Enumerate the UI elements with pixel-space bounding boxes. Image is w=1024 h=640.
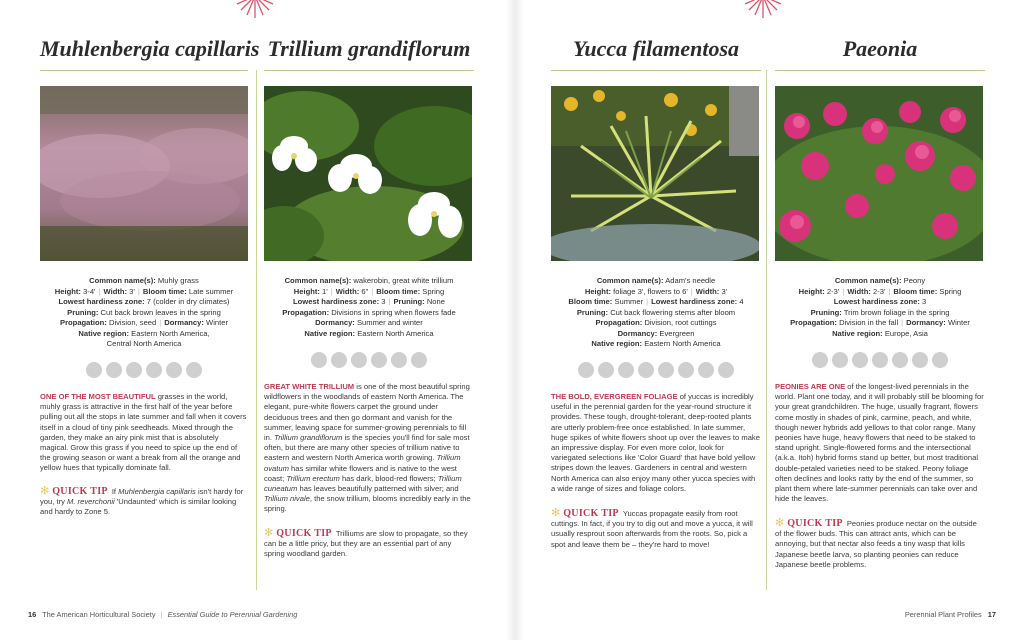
spec-label: Pruning: (393, 297, 425, 306)
spec-label: Lowest hardiness zone: (58, 297, 145, 306)
lead-in-text: PEONIES ARE ONE (775, 382, 846, 391)
spec-value: 2-3' (826, 286, 840, 296)
rating-dots (264, 352, 474, 368)
spec-label: Common name(s): (89, 276, 156, 285)
spec-separator: | (330, 286, 333, 296)
flower-ornament-icon (233, 0, 277, 20)
plant-description: GREAT WHITE TRILLIUM is one of the most beautiful spring wildflowers in the woodlands of eastern North America. The elegant, pure-white flowers carpet the ground under deciduous trees and then go dormant and vanish for the summer, leaving space for summer-growing perennials to fill in. Trillium grandiflorum is the species you'll find for sale most often, but there are many other species of trillium native to eastern and western North America worth growing. Trillium ovatum has similar white flowers and is native to the west coast; Trillium erectum has dark, blood-red flowers; Trillium cuneatum has leaves beautifully patterned with silver; and Trillium nivale, the snow trillium, blooms incredibly early in the spring. (264, 382, 471, 514)
spec-value: Adam's needle (665, 276, 716, 285)
footer-left (24, 610, 297, 619)
spec-line (40, 339, 248, 350)
plant-specs (775, 276, 985, 339)
plant-photo (40, 86, 248, 261)
spec-value: Summer and winter (356, 318, 423, 327)
spec-value: Late summer (188, 286, 234, 296)
spec-label: Width: (103, 286, 128, 296)
spec-label: Propagation: (595, 318, 643, 327)
page-number: 17 (987, 610, 996, 619)
spec-separator: | (137, 286, 140, 296)
spec-separator: | (159, 318, 162, 327)
italic-text: Trillium ovatum (264, 453, 461, 473)
plant-title: Trillium grandiflorum (267, 36, 471, 61)
spec-line (40, 329, 248, 340)
spec-value: Winter (947, 318, 970, 327)
plant-photo (775, 86, 983, 261)
flower-ornament-icon (741, 0, 785, 20)
spec-separator: | (901, 318, 904, 327)
rating-dot-icon (106, 362, 122, 378)
spec-separator: | (388, 297, 391, 306)
rating-dot-icon (638, 362, 654, 378)
spec-label: Native region: (78, 328, 129, 338)
spec-line (775, 329, 985, 340)
spec-label: Common name(s): (596, 276, 664, 285)
spec-label: Dormancy: (164, 318, 204, 327)
italic-text: Trillium nivale (264, 494, 310, 504)
footer-right (905, 610, 1000, 619)
quick-tip: ✻ QUICK TIP If Muhlenbergia capillaris isn't hardy for you, try M. reverchonii 'Undaunted' which is similar looking and hardy to Zone 5. (40, 485, 244, 517)
plant-title: Paeonia (842, 36, 918, 61)
spec-label: Propagation: (790, 318, 837, 327)
italic-text: M. reverchonii (67, 497, 115, 507)
spec-value: Cut back flowering stems after bloom (610, 307, 736, 317)
spec-value: 1' (322, 286, 328, 296)
spec-separator: | (842, 286, 845, 296)
spec-label: Lowest hardiness zone: (293, 297, 380, 306)
spec-label: Native region: (832, 328, 883, 338)
spec-value: 3 (381, 297, 386, 306)
spec-value: Divisions in spring when flowers fade (331, 307, 456, 317)
spec-separator: | (646, 297, 649, 306)
spec-value: Eastern North America (357, 328, 434, 338)
spec-line (40, 297, 248, 308)
spec-value: Eastern North America (644, 339, 721, 348)
spec-line (40, 287, 248, 298)
lead-in-text: GREAT WHITE TRILLIUM (264, 382, 355, 391)
italic-text: Trillium erectum (286, 473, 340, 483)
rating-dot-icon (578, 362, 594, 378)
spec-line (40, 276, 248, 287)
rating-dot-icon (391, 352, 407, 368)
spec-line (264, 297, 474, 308)
spec-label: Width: (695, 286, 720, 296)
spec-line (551, 318, 761, 329)
spec-value: Trim brown foliage in the spring (843, 307, 950, 317)
quick-tip-label: QUICK TIP (52, 486, 108, 497)
spec-line (551, 308, 761, 319)
spec-label: Bloom time: (142, 286, 187, 296)
quick-tip: ✻ QUICK TIP Trilliums are slow to propagate, so they can be a little pricy, but they are an essential part of any spring woodland garden. (264, 527, 468, 559)
rating-dot-icon (146, 362, 162, 378)
rating-dot-icon (852, 352, 868, 368)
rating-dots (775, 352, 985, 368)
spec-line (775, 308, 985, 319)
spec-label: Propagation: (282, 307, 330, 317)
spec-label: Pruning: (576, 307, 609, 317)
spec-label: Native region: (591, 339, 643, 348)
title-rule (551, 70, 761, 71)
spec-value: Cut back brown leaves in the spring (100, 307, 221, 317)
plant-description: ONE OF THE MOST BEAUTIFUL grasses in the world, muhly grass is attractive in the first half of the year before pulling out all the stops in late summer and fall when it covers itself in a cloud of tiny pink seedheads. Mixed through the garden, they make an airy pink mist that is absolutely magical. Grow this grass if you need to spice up the end of the growing season or want a break from all the orange and yellow hues that typically dominate fall. (40, 392, 247, 473)
spec-label: Bloom time: (893, 286, 938, 296)
rating-dot-icon (598, 362, 614, 378)
spec-label: Height: (798, 286, 825, 296)
spec-label: Lowest hardiness zone: (833, 297, 920, 306)
quick-tip: ✻ QUICK TIP Peonies produce nectar on the outside of the flower buds. This can attract ants, which can be annoying, but that nectar also feeds a tiny wasp that kills Japanese beetle larva, so planting peonies can reduce Japanese beetle problems. (775, 517, 977, 569)
rating-dot-icon (678, 362, 694, 378)
spec-line (551, 339, 761, 350)
spec-value: Winter (206, 318, 228, 327)
spec-label: Lowest hardiness zone: (651, 297, 738, 306)
spec-label: Height: (584, 286, 611, 296)
spec-line (264, 329, 474, 340)
spec-separator: | (371, 286, 374, 296)
spec-value: 2-3' (872, 286, 886, 296)
spec-line (775, 287, 985, 298)
spec-label: Bloom time: (376, 286, 421, 296)
spec-label: Pruning: (67, 307, 99, 317)
spec-label: Dormancy: (315, 318, 355, 327)
rating-dots (551, 362, 761, 378)
spec-value: 3-4' (83, 286, 96, 296)
spec-value: 7 (colder in dry climates) (146, 297, 230, 306)
rating-dot-icon (812, 352, 828, 368)
plant-title: Muhlenbergia capillaris (40, 36, 260, 61)
rating-dot-icon (718, 362, 734, 378)
lead-in-text: ONE OF THE MOST BEAUTIFUL (40, 392, 156, 401)
spec-value: 3' (721, 286, 728, 296)
rating-dot-icon (371, 352, 387, 368)
spec-value: Spring (422, 286, 445, 296)
spec-line (775, 318, 985, 329)
plant-photo (264, 86, 472, 261)
spec-value: 3 (921, 297, 927, 306)
spec-value: Division, root cuttings (644, 318, 717, 327)
spec-label: Height: (293, 286, 320, 296)
spec-value: Division in the fall (839, 318, 899, 327)
footer-org: The American Horticultural Society (42, 610, 156, 619)
title-rule (775, 70, 985, 71)
flower-star-icon: ✻ (264, 527, 274, 539)
spec-label: Dormancy: (906, 318, 946, 327)
spec-label: Bloom time: (568, 297, 613, 306)
spec-value: Eastern North America, (131, 328, 210, 338)
rating-dot-icon (892, 352, 908, 368)
italic-text: Muhlenbergia capillaris (118, 487, 196, 496)
spec-line (264, 287, 474, 298)
rating-dot-icon (186, 362, 202, 378)
rating-dot-icon (912, 352, 928, 368)
spec-line (40, 308, 248, 319)
spec-value: 6" (361, 286, 369, 296)
rating-dot-icon (331, 352, 347, 368)
rating-dot-icon (86, 362, 102, 378)
plant-specs (40, 276, 248, 350)
spec-line (551, 287, 761, 298)
spec-label: Dormancy: (617, 328, 658, 338)
footer-section: Perennial Plant Profiles (904, 610, 982, 619)
spec-value: 4 (739, 297, 744, 306)
rating-dot-icon (411, 352, 427, 368)
spec-value: Evergreen (659, 328, 695, 338)
quick-tip-label: QUICK TIP (563, 508, 619, 519)
spec-separator: | (98, 286, 101, 296)
plant-specs (551, 276, 761, 350)
rating-dot-icon (126, 362, 142, 378)
book-gutter (506, 0, 524, 640)
spec-label: Common name(s): (834, 276, 902, 285)
spec-line (551, 276, 761, 287)
plant-photo (551, 86, 759, 261)
spec-label: Height: (54, 286, 81, 296)
spec-value: Europe, Asia (884, 328, 928, 338)
spec-line (775, 276, 985, 287)
rating-dot-icon (832, 352, 848, 368)
rating-dot-icon (658, 362, 674, 378)
rating-dot-icon (618, 362, 634, 378)
title-rule (264, 70, 474, 71)
spec-value: Muhly grass (157, 276, 199, 285)
spec-separator: | (888, 286, 891, 296)
spec-line (40, 318, 248, 329)
italic-text: Trillium cuneatum (264, 473, 462, 494)
flower-star-icon: ✻ (551, 507, 561, 519)
spec-value: Peony (903, 276, 926, 285)
column-divider (766, 70, 767, 590)
rating-dot-icon (932, 352, 948, 368)
flower-star-icon: ✻ (775, 517, 785, 529)
plant-description: PEONIES ARE ONE of the longest-lived perennials in the world. Plant one today, and it will probably still be blooming for your great grandchildren. The huge, usually fragrant, flowers come mostly in shades of pink, carmine, peach, and white, though newer hybrids add yellows to that color range. Many peonies have huge, heavy flowers that need to be staked to stand upright. Single-flowered forms and the intersectional (a.k.a. Itoh) hybrid forms stand up better, but most traditional double-petaled varieties need to be staked. Peony foliage often declines and looks ratty by the end of the summer, so plant them where late-summer perennials can take over and hide the leaves. (775, 382, 984, 504)
spec-label: Native region: (304, 328, 356, 338)
footer-separator: | (160, 610, 163, 619)
flower-star-icon: ✻ (40, 485, 50, 497)
rating-dots (40, 362, 248, 378)
spec-line (264, 318, 474, 329)
spec-value: Spring (939, 286, 962, 296)
spec-separator: | (690, 286, 693, 296)
title-rule (40, 70, 248, 71)
page-number: 16 (28, 610, 37, 619)
spec-value: Summer (614, 297, 644, 306)
quick-tip-label: QUICK TIP (787, 518, 843, 529)
plant-title: Yucca filamentosa (572, 36, 740, 61)
lead-in-text: THE BOLD, EVERGREEN FOLIAGE (551, 392, 678, 401)
rating-dot-icon (698, 362, 714, 378)
spec-value: Division, seed (108, 318, 157, 327)
spec-line (551, 297, 761, 308)
spec-line (775, 297, 985, 308)
spec-value: Central North America (106, 339, 182, 348)
spec-line (264, 276, 474, 287)
plant-description: THE BOLD, EVERGREEN FOLIAGE of yuccas is incredibly useful in the perennial garden for the year-round structure it provides. These tough, drought-tolerant, deep-rooted plants are utterly problem-free once established. In late summer, huge spikes of white flowers shoot up over the leaves to make an impressive display. For even more color, look for variegated selections like 'Color Guard' that have bold yellow stripes down the leaves. Gardeners in central and western North America can also enjoy many other yucca species with a wide range of sizes and foliage colors. (551, 392, 760, 493)
spec-label: Common name(s): (284, 276, 352, 285)
spec-value: None (426, 297, 445, 306)
quick-tip: ✻ QUICK TIP Yuccas propagate easily from root cuttings. In fact, if you try to dig out and move a yucca, it will usually resprout soon afterwards from the roots. So, pick a spot and leave them be – they're hard to move! (551, 507, 753, 549)
spec-label: Width: (847, 286, 871, 296)
italic-text: Trillium grandiflorum (274, 433, 343, 443)
spec-line (551, 329, 761, 340)
spec-value: wakerobin, great white trillium (353, 276, 454, 285)
spec-label: Width: (335, 286, 360, 296)
spec-value: foliage 3', flowers to 6' (613, 286, 688, 296)
spec-label: Propagation: (60, 318, 107, 327)
rating-dot-icon (311, 352, 327, 368)
rating-dot-icon (351, 352, 367, 368)
quick-tip-label: QUICK TIP (276, 528, 332, 539)
spec-value: 3' (129, 286, 135, 296)
rating-dot-icon (166, 362, 182, 378)
plant-specs (264, 276, 474, 339)
rating-dot-icon (872, 352, 888, 368)
column-divider (256, 70, 257, 590)
footer-book-title: Essential Guide to Perennial Gardening (167, 610, 298, 619)
spec-label: Pruning: (810, 307, 842, 317)
spec-line (264, 308, 474, 319)
